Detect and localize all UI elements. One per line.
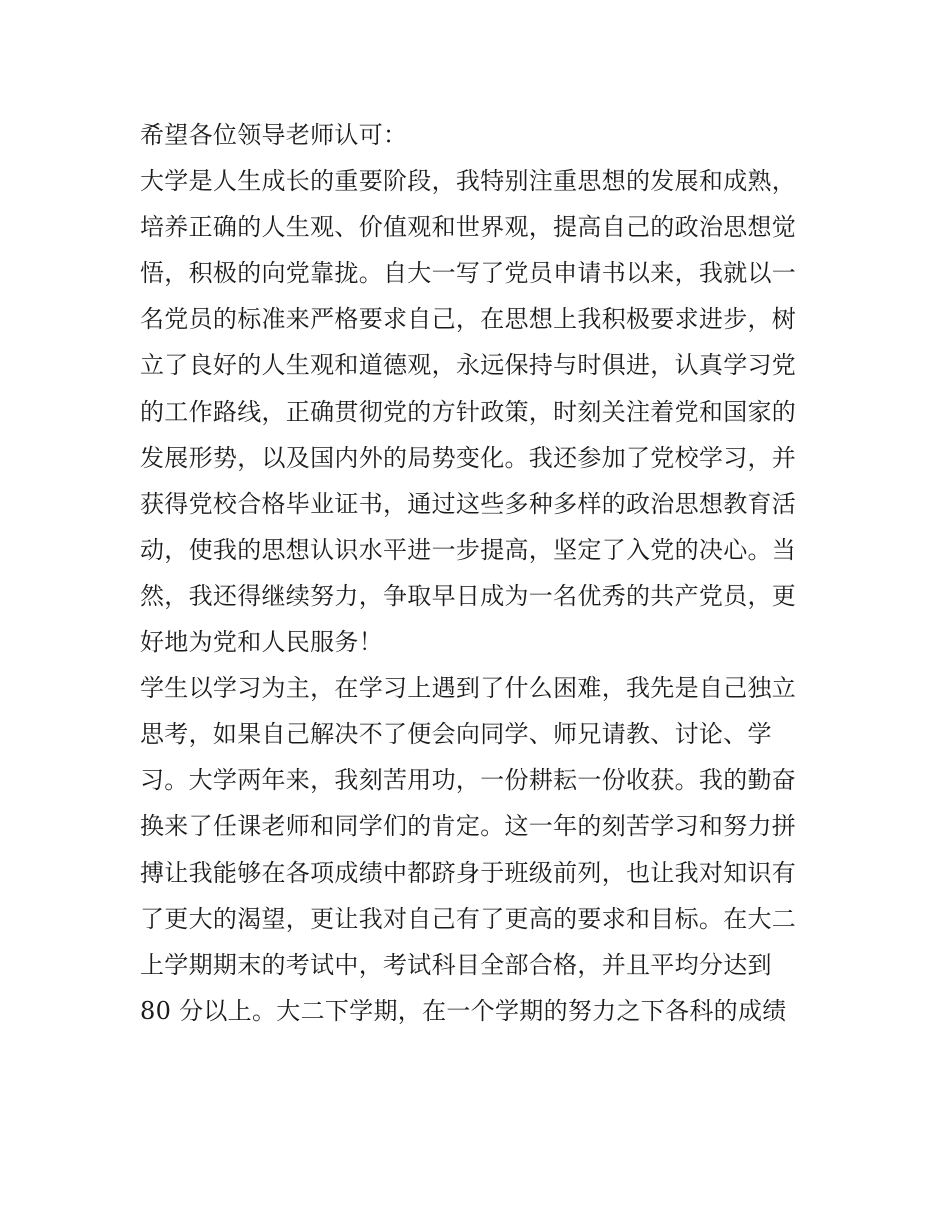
text-line: 获得党校合格毕业证书，通过这些多种多样的政治思想教育活 — [140, 489, 797, 518]
text-line: 搏让我能够在各项成绩中都跻身于班级前列，也让我对知识有 — [140, 858, 797, 887]
text-line: 然，我还得继续努力，争取早日成为一名优秀的共产党员，更 — [140, 581, 797, 610]
text-line: 了更大的渴望，更让我对自己有了更高的要求和目标。在大二 — [140, 904, 797, 933]
text-line: 学生以学习为主，在学习上遇到了什么困难，我先是自己独立 — [140, 674, 797, 703]
text-line: 希望各位领导老师认可： — [140, 121, 408, 149]
text-line: 的工作路线，正确贯彻党的方针政策，时刻关注着党和国家的 — [140, 397, 797, 426]
text-line: 发展形势，以及国内外的局势变化。我还参加了党校学习，并 — [140, 443, 797, 472]
text-line: 大学是人生成长的重要阶段，我特别注重思想的发展和成熟， — [140, 167, 797, 196]
text-line: 培养正确的人生观、价值观和世界观，提高自己的政治思想觉 — [140, 213, 797, 242]
text-line: 悟，积极的向党靠拢。自大一写了党员申请书以来，我就以一 — [140, 259, 797, 288]
text-line: 立了良好的人生观和道德观，永远保持与时俱进，认真学习党 — [140, 351, 797, 380]
text-line: 习。大学两年来，我刻苦用功，一份耕耘一份收获。我的勤奋 — [140, 766, 797, 795]
text-line: 思考，如果自己解决不了便会向同学、师兄请教、讨论、学 — [140, 720, 772, 749]
text-line: 换来了任课老师和同学们的肯定。这一年的刻苦学习和努力拼 — [140, 812, 797, 841]
text-line: 名党员的标准来严格要求自己，在思想上我积极要求进步，树 — [140, 305, 797, 334]
text-line: 80 分以上。大二下学期，在一个学期的努力之下各科的成绩 — [140, 996, 787, 1025]
text-line: 上学期期末的考试中，考试科目全部合格，并且平均分达到 — [140, 950, 772, 979]
body-text — [140, 112, 820, 1034]
text-line: 好地为党和人民服务！ — [140, 628, 383, 657]
text-line: 动，使我的思想认识水平进一步提高，坚定了入党的决心。当 — [140, 535, 797, 564]
